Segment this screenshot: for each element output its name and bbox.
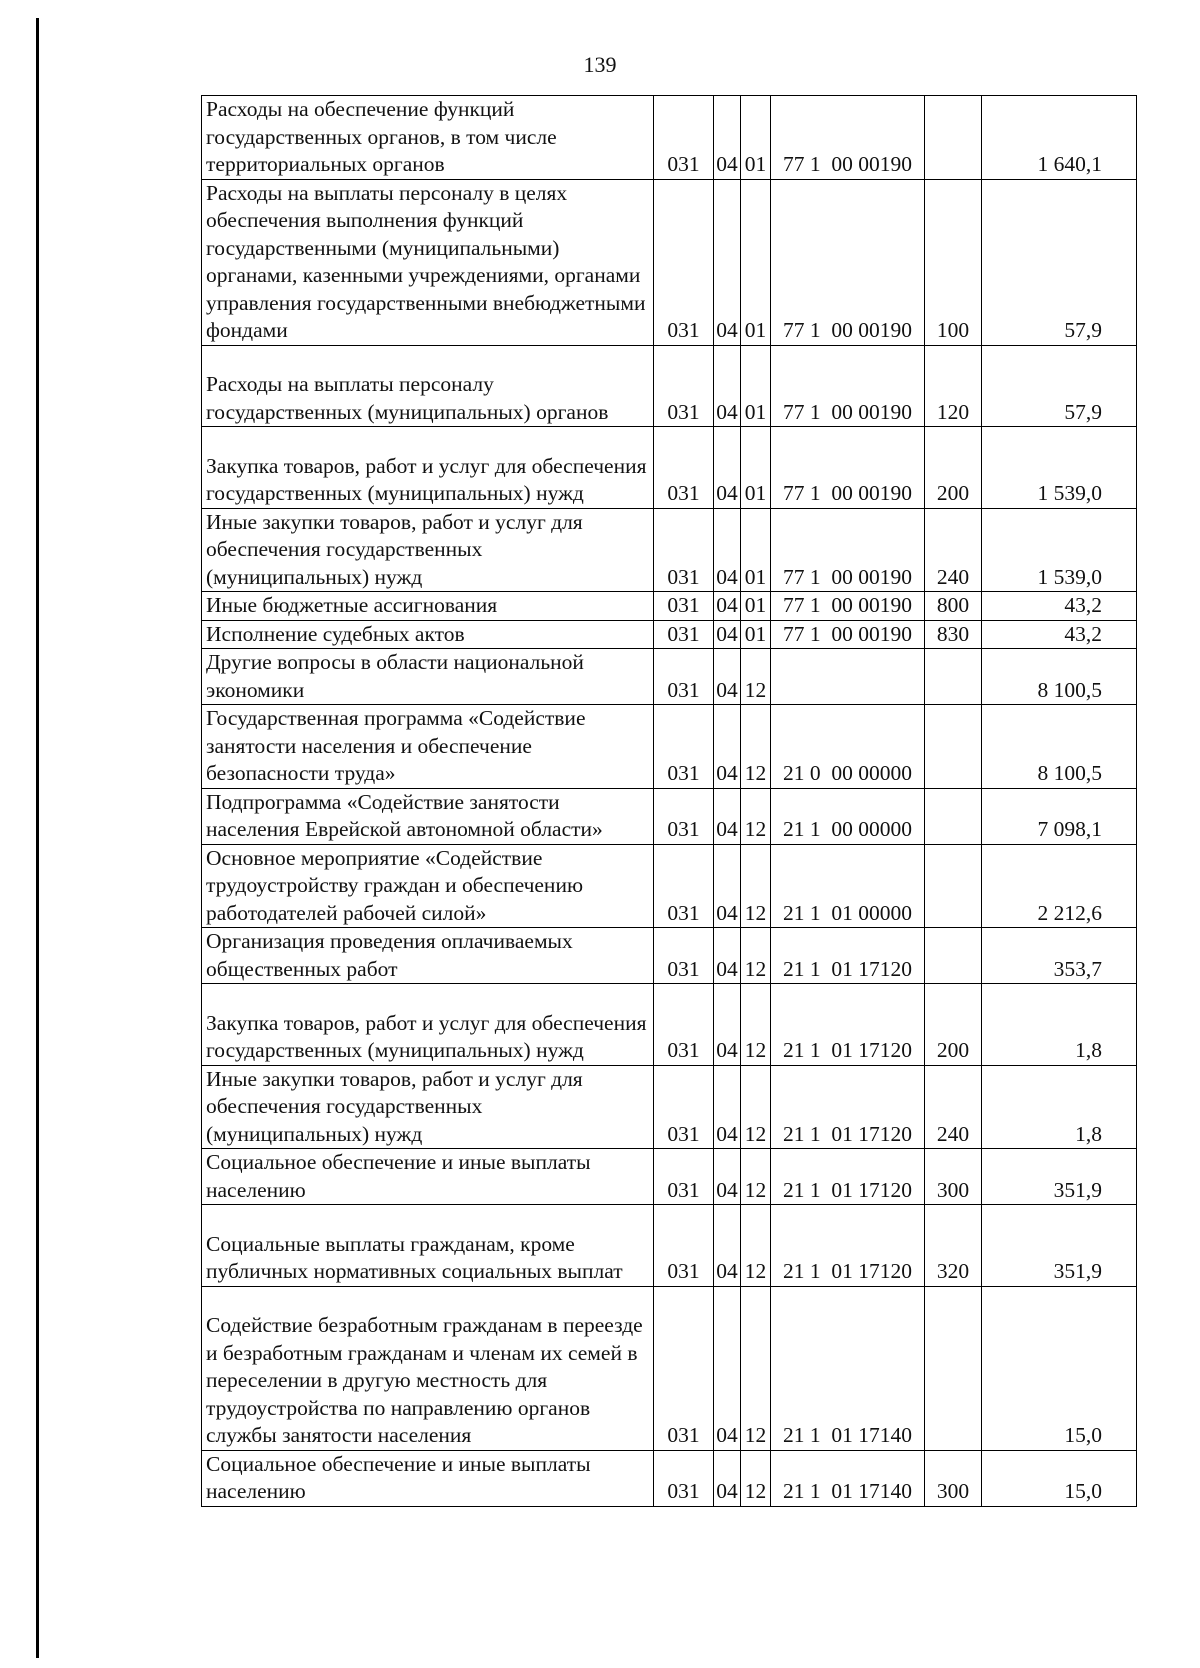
- amount-cell: 7 098,1: [982, 788, 1137, 844]
- expense-type-cell: 830: [925, 620, 982, 649]
- subsection-code-cell: 12: [741, 844, 771, 928]
- table-row: [202, 1450, 1137, 1506]
- section-code-cell: 04: [714, 508, 741, 592]
- target-article-cell: 21 1 01 17140: [771, 1286, 925, 1450]
- target-article-cell: 77 1 00 00190: [771, 508, 925, 592]
- subsection-code-cell: 12: [741, 705, 771, 789]
- subsection-code-cell: 01: [741, 96, 771, 180]
- target-article-cell: 21 0 00 00000: [771, 705, 925, 789]
- subsection-code-cell: 12: [741, 1065, 771, 1149]
- amount-cell: 1 539,0: [982, 427, 1137, 509]
- table-row: [202, 1205, 1137, 1287]
- grbs-code-cell: 031: [654, 1205, 714, 1287]
- amount-cell: 1 640,1: [982, 96, 1137, 180]
- section-code-cell: 04: [714, 345, 741, 427]
- target-article-cell: [771, 649, 925, 705]
- expense-type-cell: 240: [925, 508, 982, 592]
- section-code-cell: 04: [714, 649, 741, 705]
- expense-type-cell: 300: [925, 1450, 982, 1506]
- expense-type-cell: 800: [925, 592, 982, 621]
- table-row: [202, 179, 1137, 345]
- table-row: [202, 1286, 1137, 1450]
- expense-name-cell: Социальные выплаты гражданам, кроме публичных нормативных социальных выплат: [202, 1205, 654, 1287]
- binding-margin-line: [36, 18, 39, 1658]
- target-article-cell: 77 1 00 00190: [771, 427, 925, 509]
- table-row: [202, 705, 1137, 789]
- subsection-code-cell: 01: [741, 592, 771, 621]
- table-row: [202, 620, 1137, 649]
- expense-name-cell: Закупка товаров, работ и услуг для обеспечения государственных (муниципальных) нужд: [202, 427, 654, 509]
- expense-type-cell: [925, 649, 982, 705]
- amount-cell: 1,8: [982, 984, 1137, 1066]
- table-row: [202, 508, 1137, 592]
- grbs-code-cell: 031: [654, 1286, 714, 1450]
- target-article-cell: 21 1 01 17120: [771, 1149, 925, 1205]
- amount-cell: 43,2: [982, 592, 1137, 621]
- target-article-cell: 21 1 01 17120: [771, 984, 925, 1066]
- grbs-code-cell: 031: [654, 620, 714, 649]
- grbs-code-cell: 031: [654, 508, 714, 592]
- grbs-code-cell: 031: [654, 1065, 714, 1149]
- section-code-cell: 04: [714, 984, 741, 1066]
- expense-type-cell: [925, 788, 982, 844]
- subsection-code-cell: 01: [741, 345, 771, 427]
- expense-type-cell: [925, 844, 982, 928]
- section-code-cell: 04: [714, 1450, 741, 1506]
- table-row: [202, 345, 1137, 427]
- expense-type-cell: 320: [925, 1205, 982, 1287]
- expense-type-cell: [925, 928, 982, 984]
- subsection-code-cell: 01: [741, 179, 771, 345]
- expense-name-cell: Государственная программа «Содействие занятости населения и обеспечение безопасности труда»: [202, 705, 654, 789]
- amount-cell: 353,7: [982, 928, 1137, 984]
- table-row: [202, 427, 1137, 509]
- amount-cell: 351,9: [982, 1205, 1137, 1287]
- grbs-code-cell: 031: [654, 984, 714, 1066]
- amount-cell: 43,2: [982, 620, 1137, 649]
- subsection-code-cell: 12: [741, 1286, 771, 1450]
- expense-type-cell: [925, 96, 982, 180]
- budget-table-body: [202, 96, 1137, 1507]
- target-article-cell: 21 1 01 17120: [771, 1065, 925, 1149]
- section-code-cell: 04: [714, 179, 741, 345]
- subsection-code-cell: 12: [741, 1149, 771, 1205]
- table-row: [202, 649, 1137, 705]
- budget-table: [201, 95, 1137, 1507]
- target-article-cell: 21 1 01 17120: [771, 1205, 925, 1287]
- subsection-code-cell: 12: [741, 788, 771, 844]
- table-row: [202, 1065, 1137, 1149]
- expense-type-cell: 200: [925, 427, 982, 509]
- section-code-cell: 04: [714, 844, 741, 928]
- amount-cell: 351,9: [982, 1149, 1137, 1205]
- subsection-code-cell: 12: [741, 1450, 771, 1506]
- table-row: [202, 844, 1137, 928]
- expense-name-cell: Расходы на выплаты персоналу государственных (муниципальных) органов: [202, 345, 654, 427]
- target-article-cell: 21 1 01 17140: [771, 1450, 925, 1506]
- grbs-code-cell: 031: [654, 705, 714, 789]
- section-code-cell: 04: [714, 620, 741, 649]
- table-row: [202, 1149, 1137, 1205]
- amount-cell: 57,9: [982, 345, 1137, 427]
- expense-name-cell: Социальное обеспечение и иные выплаты населению: [202, 1450, 654, 1506]
- subsection-code-cell: 12: [741, 928, 771, 984]
- expense-name-cell: Социальное обеспечение и иные выплаты населению: [202, 1149, 654, 1205]
- grbs-code-cell: 031: [654, 427, 714, 509]
- section-code-cell: 04: [714, 928, 741, 984]
- amount-cell: 1,8: [982, 1065, 1137, 1149]
- subsection-code-cell: 12: [741, 984, 771, 1066]
- subsection-code-cell: 01: [741, 620, 771, 649]
- grbs-code-cell: 031: [654, 928, 714, 984]
- target-article-cell: 77 1 00 00190: [771, 620, 925, 649]
- expense-type-cell: 200: [925, 984, 982, 1066]
- grbs-code-cell: 031: [654, 179, 714, 345]
- expense-name-cell: Закупка товаров, работ и услуг для обеспечения государственных (муниципальных) нужд: [202, 984, 654, 1066]
- section-code-cell: 04: [714, 1286, 741, 1450]
- target-article-cell: 21 1 01 17120: [771, 928, 925, 984]
- expense-type-cell: 240: [925, 1065, 982, 1149]
- grbs-code-cell: 031: [654, 788, 714, 844]
- grbs-code-cell: 031: [654, 345, 714, 427]
- target-article-cell: 77 1 00 00190: [771, 345, 925, 427]
- target-article-cell: 77 1 00 00190: [771, 96, 925, 180]
- table-row: [202, 928, 1137, 984]
- grbs-code-cell: 031: [654, 844, 714, 928]
- expense-name-cell: Иные закупки товаров, работ и услуг для обеспечения государственных (муниципальных) нужд: [202, 508, 654, 592]
- amount-cell: 15,0: [982, 1450, 1137, 1506]
- subsection-code-cell: 12: [741, 649, 771, 705]
- section-code-cell: 04: [714, 1065, 741, 1149]
- target-article-cell: 77 1 00 00190: [771, 592, 925, 621]
- table-row: [202, 984, 1137, 1066]
- amount-cell: 57,9: [982, 179, 1137, 345]
- expense-type-cell: 120: [925, 345, 982, 427]
- page-number: 139: [583, 52, 617, 77]
- target-article-cell: 21 1 01 00000: [771, 844, 925, 928]
- expense-name-cell: Организация проведения оплачиваемых общественных работ: [202, 928, 654, 984]
- section-code-cell: 04: [714, 96, 741, 180]
- grbs-code-cell: 031: [654, 96, 714, 180]
- expense-name-cell: Исполнение судебных актов: [202, 620, 654, 649]
- grbs-code-cell: 031: [654, 649, 714, 705]
- expense-type-cell: [925, 1286, 982, 1450]
- expense-name-cell: Другие вопросы в области национальной экономики: [202, 649, 654, 705]
- expense-name-cell: Основное мероприятие «Содействие трудоустройству граждан и обеспечению работодателей рабочей силой»: [202, 844, 654, 928]
- expense-name-cell: Иные бюджетные ассигнования: [202, 592, 654, 621]
- amount-cell: 15,0: [982, 1286, 1137, 1450]
- table-row: [202, 592, 1137, 621]
- section-code-cell: 04: [714, 705, 741, 789]
- amount-cell: 8 100,5: [982, 649, 1137, 705]
- expense-name-cell: Расходы на обеспечение функций государственных органов, в том числе территориальных органов: [202, 96, 654, 180]
- expense-name-cell: Расходы на выплаты персоналу в целях обеспечения выполнения функций государственными (муниципальными) органами, казенными учреждениями, органами управления государственными внебюджетными фондами: [202, 179, 654, 345]
- grbs-code-cell: 031: [654, 592, 714, 621]
- amount-cell: 1 539,0: [982, 508, 1137, 592]
- expense-name-cell: Иные закупки товаров, работ и услуг для обеспечения государственных (муниципальных) нужд: [202, 1065, 654, 1149]
- subsection-code-cell: 01: [741, 427, 771, 509]
- section-code-cell: 04: [714, 1205, 741, 1287]
- expense-type-cell: 100: [925, 179, 982, 345]
- section-code-cell: 04: [714, 427, 741, 509]
- table-row: [202, 788, 1137, 844]
- section-code-cell: 04: [714, 592, 741, 621]
- section-code-cell: 04: [714, 1149, 741, 1205]
- expense-name-cell: Подпрограмма «Содействие занятости населения Еврейской автономной области»: [202, 788, 654, 844]
- amount-cell: 2 212,6: [982, 844, 1137, 928]
- expense-name-cell: Содействие безработным гражданам в переезде и безработным гражданам и членам их семей в переселении в другую местность для трудоустройства по направлению органов службы занятости населения: [202, 1286, 654, 1450]
- expense-type-cell: 300: [925, 1149, 982, 1205]
- amount-cell: 8 100,5: [982, 705, 1137, 789]
- target-article-cell: 21 1 00 00000: [771, 788, 925, 844]
- grbs-code-cell: 031: [654, 1450, 714, 1506]
- target-article-cell: 77 1 00 00190: [771, 179, 925, 345]
- subsection-code-cell: 12: [741, 1205, 771, 1287]
- expense-type-cell: [925, 705, 982, 789]
- section-code-cell: 04: [714, 788, 741, 844]
- table-row: [202, 96, 1137, 180]
- subsection-code-cell: 01: [741, 508, 771, 592]
- grbs-code-cell: 031: [654, 1149, 714, 1205]
